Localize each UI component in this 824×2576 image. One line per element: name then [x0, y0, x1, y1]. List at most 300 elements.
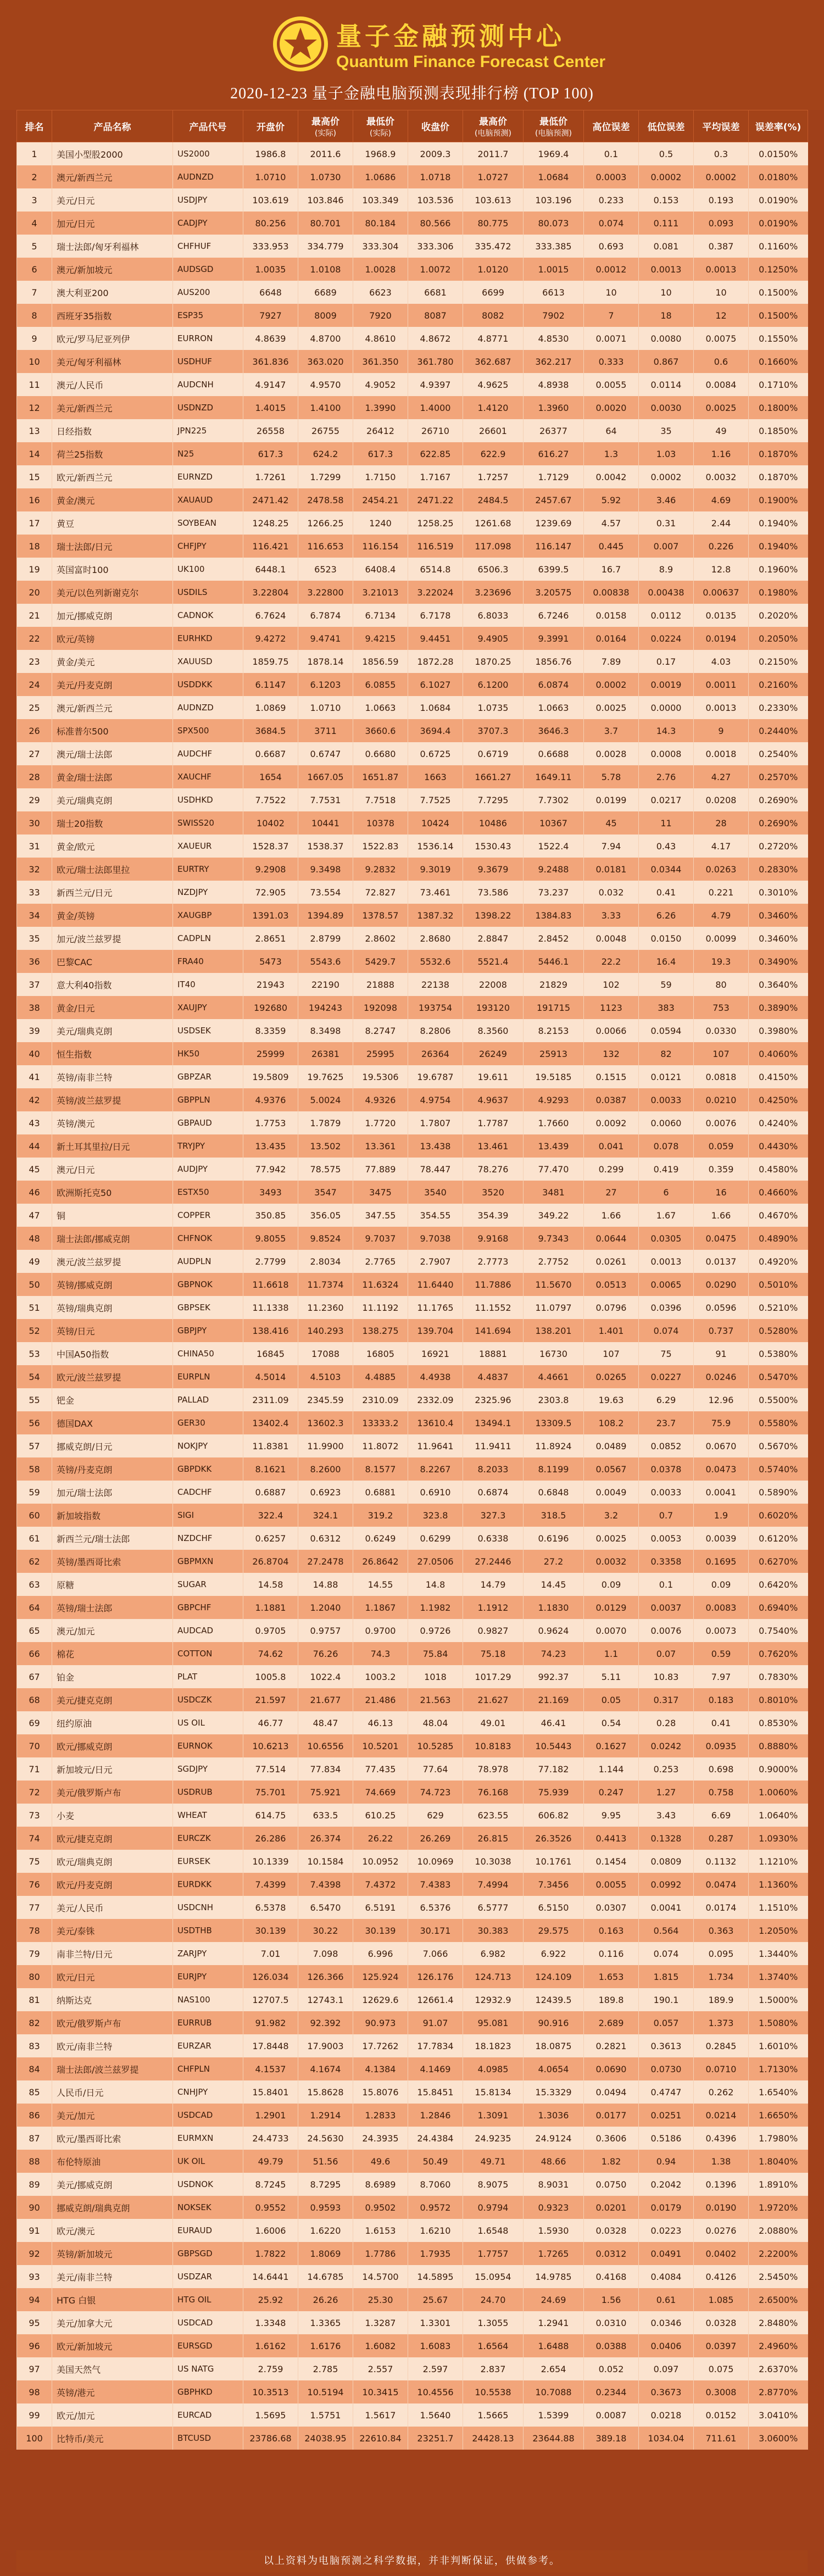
table-row: [17, 1227, 808, 1250]
low-error-cell: 0.0033: [639, 1088, 694, 1111]
high-error-cell: 4.57: [584, 511, 639, 535]
product-name-cell: 比特币/美元: [52, 2427, 173, 2450]
column-header-label: 产品名称: [93, 122, 131, 133]
product-name-cell: 欧元/瑞士法郎里拉: [52, 858, 173, 881]
rank-cell: 27: [17, 742, 52, 765]
close-cell: 11.6440: [408, 1273, 463, 1296]
low-forecast-cell: 16730: [524, 1342, 584, 1365]
low-error-cell: 0.0076: [639, 1619, 694, 1642]
high-forecast-cell: 11.1552: [463, 1296, 524, 1319]
product-code-cell: UK OIL: [173, 2150, 243, 2173]
error-rate-cell: 0.8530%: [749, 1711, 808, 1734]
avg-error-cell: 0.0208: [694, 788, 749, 811]
avg-error-cell: 0.0935: [694, 1734, 749, 1757]
high-actual-cell: 12743.1: [298, 1988, 353, 2011]
low-forecast-cell: 616.27: [524, 442, 584, 465]
close-cell: 6514.8: [408, 558, 463, 581]
error-rate-cell: 1.6540%: [749, 2080, 808, 2104]
open-cell: 25999: [243, 1042, 298, 1065]
product-name-cell: 西班牙35指数: [52, 304, 173, 327]
low-error-cell: 0.081: [639, 235, 694, 258]
low-error-cell: 35: [639, 419, 694, 442]
low-actual-cell: 10378: [353, 811, 408, 834]
close-cell: 74.723: [408, 1781, 463, 1804]
product-code-cell: AUDNZD: [173, 696, 243, 719]
high-forecast-cell: 4.0985: [463, 2057, 524, 2080]
avg-error-cell: 0.0083: [694, 1596, 749, 1619]
high-error-cell: 0.0750: [584, 2173, 639, 2196]
high-actual-cell: 126.366: [298, 1965, 353, 1988]
rank-cell: 7: [17, 281, 52, 304]
low-forecast-cell: 10.7088: [524, 2380, 584, 2403]
product-code-cell: XAUEUR: [173, 834, 243, 858]
rank-cell: 62: [17, 1550, 52, 1573]
low-error-cell: 383: [639, 996, 694, 1019]
product-code-cell: CHFNOK: [173, 1227, 243, 1250]
product-code-cell: CHFPLN: [173, 2057, 243, 2080]
low-forecast-cell: 21.169: [524, 1688, 584, 1711]
table-row: [17, 2311, 808, 2334]
high-forecast-cell: 4.4837: [463, 1365, 524, 1388]
low-forecast-cell: 116.147: [524, 535, 584, 558]
low-actual-cell: 26.8642: [353, 1550, 408, 1573]
high-forecast-cell: 26249: [463, 1042, 524, 1065]
low-error-cell: 0.43: [639, 834, 694, 858]
low-forecast-cell: 1.1830: [524, 1596, 584, 1619]
rank-cell: 93: [17, 2265, 52, 2288]
column-header-label: 最高价: [311, 116, 339, 127]
high-actual-cell: 4.5103: [298, 1365, 353, 1388]
column-header: [749, 110, 808, 142]
product-code-cell: US2000: [173, 142, 243, 166]
low-forecast-cell: 5446.1: [524, 950, 584, 973]
error-rate-cell: 0.1710%: [749, 373, 808, 396]
low-forecast-cell: 3.20575: [524, 581, 584, 604]
avg-error-cell: 1.38: [694, 2150, 749, 2173]
high-forecast-cell: 1.7787: [463, 1111, 524, 1134]
rank-cell: 26: [17, 719, 52, 742]
open-cell: 2311.09: [243, 1388, 298, 1411]
product-name-cell: 德国DAX: [52, 1411, 173, 1434]
rank-cell: 31: [17, 834, 52, 858]
low-actual-cell: 1651.87: [353, 765, 408, 788]
table-row: [17, 1365, 808, 1388]
low-actual-cell: 90.973: [353, 2011, 408, 2034]
rank-cell: 16: [17, 488, 52, 511]
product-code-cell: EURDKK: [173, 1873, 243, 1896]
table-row: [17, 627, 808, 650]
high-error-cell: 1123: [584, 996, 639, 1019]
error-rate-cell: 0.0180%: [749, 165, 808, 188]
low-forecast-cell: 9.2488: [524, 858, 584, 881]
high-error-cell: 0.233: [584, 188, 639, 212]
low-error-cell: 0.4747: [639, 2080, 694, 2104]
low-actual-cell: 1.5617: [353, 2403, 408, 2427]
open-cell: 1986.8: [243, 142, 298, 166]
product-code-cell: XAUUSD: [173, 650, 243, 673]
close-cell: 1663: [408, 765, 463, 788]
high-forecast-cell: 117.098: [463, 535, 524, 558]
low-error-cell: 0.0112: [639, 604, 694, 627]
product-code-cell: USDSEK: [173, 1019, 243, 1042]
product-name-cell: 新加坡元/日元: [52, 1757, 173, 1781]
low-error-cell: 6: [639, 1181, 694, 1204]
open-cell: 1248.25: [243, 511, 298, 535]
product-name-cell: 人民币/日元: [52, 2080, 173, 2104]
avg-error-cell: 753: [694, 996, 749, 1019]
close-cell: 8.7060: [408, 2173, 463, 2196]
low-forecast-cell: 6.922: [524, 1942, 584, 1965]
high-error-cell: 10: [584, 281, 639, 304]
rank-cell: 86: [17, 2104, 52, 2127]
table-row: [17, 258, 808, 281]
product-name-cell: 瑞士法郎/波兰兹罗提: [52, 2057, 173, 2080]
product-code-cell: CADJPY: [173, 212, 243, 235]
close-cell: 21.563: [408, 1688, 463, 1711]
high-forecast-cell: 1.1912: [463, 1596, 524, 1619]
rank-cell: 98: [17, 2380, 52, 2403]
open-cell: 26.8704: [243, 1550, 298, 1573]
product-code-cell: AUDNZD: [173, 165, 243, 188]
low-actual-cell: 8.2747: [353, 1019, 408, 1042]
product-code-cell: EURSEK: [173, 1850, 243, 1873]
product-code-cell: SUGAR: [173, 1573, 243, 1596]
low-error-cell: 59: [639, 973, 694, 996]
product-name-cell: 美元/俄罗斯卢布: [52, 1781, 173, 1804]
open-cell: 6648: [243, 281, 298, 304]
column-header: [353, 110, 408, 142]
product-code-cell: WHEAT: [173, 1804, 243, 1827]
low-actual-cell: 24.3935: [353, 2127, 408, 2150]
high-error-cell: 5.78: [584, 765, 639, 788]
low-error-cell: 0.3358: [639, 1550, 694, 1573]
low-actual-cell: 13.361: [353, 1134, 408, 1158]
open-cell: 6.7624: [243, 604, 298, 627]
product-name-cell: 澳元/新西兰元: [52, 165, 173, 188]
low-forecast-cell: 1.5399: [524, 2403, 584, 2427]
avg-error-cell: 0.0039: [694, 1527, 749, 1550]
high-actual-cell: 1.0730: [298, 165, 353, 188]
low-error-cell: 0.007: [639, 535, 694, 558]
close-cell: 50.49: [408, 2150, 463, 2173]
table-row: [17, 1919, 808, 1942]
open-cell: 7.01: [243, 1942, 298, 1965]
low-error-cell: 0.4084: [639, 2265, 694, 2288]
high-error-cell: 0.4168: [584, 2265, 639, 2288]
product-code-cell: USDCAD: [173, 2104, 243, 2127]
low-error-cell: 10: [639, 281, 694, 304]
product-code-cell: AUDCHF: [173, 742, 243, 765]
avg-error-cell: 0.0328: [694, 2311, 749, 2334]
high-error-cell: 0.0066: [584, 1019, 639, 1042]
avg-error-cell: 0.0263: [694, 858, 749, 881]
high-error-cell: 0.0261: [584, 1250, 639, 1273]
high-actual-cell: 21.677: [298, 1688, 353, 1711]
table-row: [17, 904, 808, 927]
low-error-cell: 0.0013: [639, 1250, 694, 1273]
high-error-cell: 0.09: [584, 1573, 639, 1596]
high-actual-cell: 14.88: [298, 1573, 353, 1596]
open-cell: 21943: [243, 973, 298, 996]
table-row: [17, 927, 808, 950]
rank-cell: 49: [17, 1250, 52, 1273]
high-forecast-cell: 2011.7: [463, 142, 524, 166]
error-rate-cell: 0.1980%: [749, 581, 808, 604]
close-cell: 11.1765: [408, 1296, 463, 1319]
product-name-cell: 美元/以色列新谢克尔: [52, 581, 173, 604]
low-actual-cell: 49.6: [353, 2150, 408, 2173]
low-error-cell: 0.867: [639, 350, 694, 373]
table-row: [17, 1342, 808, 1365]
table-row: [17, 535, 808, 558]
close-cell: 323.8: [408, 1504, 463, 1527]
error-rate-cell: 0.6270%: [749, 1550, 808, 1573]
error-rate-cell: 0.1870%: [749, 465, 808, 488]
product-code-cell: AUDCNH: [173, 373, 243, 396]
product-name-cell: 意大利40指数: [52, 973, 173, 996]
low-error-cell: 0.0992: [639, 1873, 694, 1896]
rank-cell: 4: [17, 212, 52, 235]
rank-cell: 65: [17, 1619, 52, 1642]
table-row: [17, 1942, 808, 1965]
low-error-cell: 0.1: [639, 1573, 694, 1596]
close-cell: 1.7807: [408, 1111, 463, 1134]
product-name-cell: 欧元/英镑: [52, 627, 173, 650]
open-cell: 6.1147: [243, 673, 298, 696]
error-rate-cell: 0.1850%: [749, 419, 808, 442]
high-error-cell: 0.0055: [584, 1873, 639, 1896]
high-error-cell: 0.0312: [584, 2242, 639, 2265]
low-error-cell: 0.0346: [639, 2311, 694, 2334]
column-header-label: 最低价: [366, 116, 394, 127]
open-cell: 192680: [243, 996, 298, 1019]
brand-name-en: Quantum Finance Forecast Center: [336, 53, 606, 71]
low-error-cell: 11: [639, 811, 694, 834]
high-forecast-cell: 1.0735: [463, 696, 524, 719]
product-name-cell: 挪威克朗/日元: [52, 1434, 173, 1457]
high-actual-cell: 5543.6: [298, 950, 353, 973]
close-cell: 8.2267: [408, 1457, 463, 1481]
avg-error-cell: 0.0075: [694, 327, 749, 350]
low-forecast-cell: 27.2: [524, 1550, 584, 1573]
avg-error-cell: 0.0818: [694, 1065, 749, 1088]
product-code-cell: GBPDKK: [173, 1457, 243, 1481]
low-forecast-cell: 1.0663: [524, 696, 584, 719]
table-row: [17, 673, 808, 696]
high-error-cell: 0.0012: [584, 258, 639, 281]
product-name-cell: 欧元/日元: [52, 1965, 173, 1988]
low-error-cell: 0.0242: [639, 1734, 694, 1757]
high-actual-cell: 7.4398: [298, 1873, 353, 1896]
report-title: 2020-12-23 量子金融电脑预测表现排行榜 (TOP 100): [230, 85, 594, 102]
rank-cell: 82: [17, 2011, 52, 2034]
product-code-cell: XAUAUD: [173, 488, 243, 511]
high-forecast-cell: 354.39: [463, 1204, 524, 1227]
high-error-cell: 0.0513: [584, 1273, 639, 1296]
high-forecast-cell: 49.71: [463, 2150, 524, 2173]
high-forecast-cell: 3707.3: [463, 719, 524, 742]
high-forecast-cell: 1.0727: [463, 165, 524, 188]
rank-cell: 25: [17, 696, 52, 719]
high-actual-cell: 17088: [298, 1342, 353, 1365]
product-name-cell: 美元/日元: [52, 188, 173, 212]
error-rate-cell: 0.1940%: [749, 511, 808, 535]
low-actual-cell: 8.1577: [353, 1457, 408, 1481]
low-error-cell: 0.0065: [639, 1273, 694, 1296]
product-name-cell: 黄金/澳元: [52, 488, 173, 511]
high-forecast-cell: 8.3560: [463, 1019, 524, 1042]
avg-error-cell: 0.0194: [694, 627, 749, 650]
close-cell: 103.536: [408, 188, 463, 212]
low-actual-cell: 11.6324: [353, 1273, 408, 1296]
table-row: [17, 2427, 808, 2450]
low-actual-cell: 6408.4: [353, 558, 408, 581]
product-code-cell: USDTHB: [173, 1919, 243, 1942]
low-forecast-cell: 1.0015: [524, 258, 584, 281]
close-cell: 1.7935: [408, 2242, 463, 2265]
low-forecast-cell: 8.2153: [524, 1019, 584, 1042]
table-row: [17, 788, 808, 811]
high-actual-cell: 2345.59: [298, 1388, 353, 1411]
close-cell: 1536.14: [408, 834, 463, 858]
low-forecast-cell: 4.8938: [524, 373, 584, 396]
low-forecast-cell: 4.4661: [524, 1365, 584, 1388]
table-row: [17, 1573, 808, 1596]
product-code-cell: EURAUD: [173, 2219, 243, 2242]
close-cell: 13.438: [408, 1134, 463, 1158]
error-rate-cell: 0.3460%: [749, 927, 808, 950]
error-rate-cell: 0.3640%: [749, 973, 808, 996]
high-forecast-cell: 1.5665: [463, 2403, 524, 2427]
low-forecast-cell: 3481: [524, 1181, 584, 1204]
table-row: [17, 2196, 808, 2219]
error-rate-cell: 3.0600%: [749, 2427, 808, 2450]
table-row: [17, 1988, 808, 2011]
high-actual-cell: 0.6747: [298, 742, 353, 765]
high-actual-cell: 24038.95: [298, 2427, 353, 2450]
open-cell: 1.7261: [243, 465, 298, 488]
avg-error-cell: 0.758: [694, 1781, 749, 1804]
low-actual-cell: 2.557: [353, 2357, 408, 2380]
avg-error-cell: 0.41: [694, 1711, 749, 1734]
low-forecast-cell: 2.8452: [524, 927, 584, 950]
low-forecast-cell: 48.66: [524, 2150, 584, 2173]
high-actual-cell: 75.921: [298, 1781, 353, 1804]
rank-cell: 39: [17, 1019, 52, 1042]
avg-error-cell: 0.09: [694, 1573, 749, 1596]
high-actual-cell: 8.3498: [298, 1019, 353, 1042]
high-error-cell: 0.0181: [584, 858, 639, 881]
table-row: [17, 1250, 808, 1273]
low-forecast-cell: 1.7660: [524, 1111, 584, 1134]
open-cell: 11.8381: [243, 1434, 298, 1457]
close-cell: 12661.4: [408, 1988, 463, 2011]
product-name-cell: 英镑/墨西哥比索: [52, 1550, 173, 1573]
high-actual-cell: 140.293: [298, 1319, 353, 1342]
rank-cell: 91: [17, 2219, 52, 2242]
low-actual-cell: 1.2833: [353, 2104, 408, 2127]
high-forecast-cell: 78.978: [463, 1757, 524, 1781]
close-cell: 27.0506: [408, 1550, 463, 1573]
low-actual-cell: 138.275: [353, 1319, 408, 1342]
close-cell: 3540: [408, 1181, 463, 1204]
high-error-cell: 0.0310: [584, 2311, 639, 2334]
error-rate-cell: 2.8480%: [749, 2311, 808, 2334]
close-cell: 30.171: [408, 1919, 463, 1942]
table-row: [17, 2242, 808, 2265]
low-actual-cell: 3.21013: [353, 581, 408, 604]
error-rate-cell: 0.5580%: [749, 1411, 808, 1434]
error-rate-cell: 0.1940%: [749, 535, 808, 558]
high-error-cell: 0.074: [584, 212, 639, 235]
high-actual-cell: 7.098: [298, 1942, 353, 1965]
rank-cell: 29: [17, 788, 52, 811]
low-actual-cell: 21888: [353, 973, 408, 996]
close-cell: 2009.3: [408, 142, 463, 166]
open-cell: 1.6162: [243, 2334, 298, 2357]
rank-cell: 45: [17, 1158, 52, 1181]
product-name-cell: 美元/新西兰元: [52, 396, 173, 419]
low-actual-cell: 13333.2: [353, 1411, 408, 1434]
high-actual-cell: 1.2040: [298, 1596, 353, 1619]
high-forecast-cell: 15.0954: [463, 2265, 524, 2288]
table-row: [17, 2127, 808, 2150]
close-cell: 1387.32: [408, 904, 463, 927]
close-cell: 10424: [408, 811, 463, 834]
close-cell: 1.4000: [408, 396, 463, 419]
low-actual-cell: 125.924: [353, 1965, 408, 1988]
high-forecast-cell: 1661.27: [463, 765, 524, 788]
high-forecast-cell: 1.7757: [463, 2242, 524, 2265]
product-code-cell: AUDJPY: [173, 1158, 243, 1181]
high-actual-cell: 0.6312: [298, 1527, 353, 1550]
low-forecast-cell: 75.939: [524, 1781, 584, 1804]
high-error-cell: 7.89: [584, 650, 639, 673]
product-code-cell: ESTX50: [173, 1181, 243, 1204]
low-forecast-cell: 0.9323: [524, 2196, 584, 2219]
low-forecast-cell: 19.5185: [524, 1065, 584, 1088]
low-error-cell: 0.0730: [639, 2057, 694, 2080]
avg-error-cell: 0.6: [694, 350, 749, 373]
avg-error-cell: 0.4396: [694, 2127, 749, 2150]
open-cell: 74.62: [243, 1642, 298, 1665]
low-forecast-cell: 1.2941: [524, 2311, 584, 2334]
close-cell: 6681: [408, 281, 463, 304]
table-row: [17, 1850, 808, 1873]
product-code-cell: EURCAD: [173, 2403, 243, 2427]
error-rate-cell: 1.8910%: [749, 2173, 808, 2196]
high-actual-cell: 334.779: [298, 235, 353, 258]
avg-error-cell: 0.0025: [694, 396, 749, 419]
error-rate-cell: 0.3010%: [749, 881, 808, 904]
product-code-cell: UK100: [173, 558, 243, 581]
high-actual-cell: 1.5751: [298, 2403, 353, 2427]
high-error-cell: 0.333: [584, 350, 639, 373]
open-cell: 126.034: [243, 1965, 298, 1988]
avg-error-cell: 0.059: [694, 1134, 749, 1158]
product-name-cell: 原糖: [52, 1573, 173, 1596]
low-error-cell: 10.83: [639, 1665, 694, 1688]
high-forecast-cell: 8082: [463, 304, 524, 327]
product-name-cell: 加元/瑞士法郎: [52, 1481, 173, 1504]
close-cell: 0.6910: [408, 1481, 463, 1504]
high-forecast-cell: 124.713: [463, 1965, 524, 1988]
low-actual-cell: 0.6881: [353, 1481, 408, 1504]
high-error-cell: 108.2: [584, 1411, 639, 1434]
low-actual-cell: 11.8072: [353, 1434, 408, 1457]
low-forecast-cell: 8.1199: [524, 1457, 584, 1481]
table-row: [17, 2080, 808, 2104]
